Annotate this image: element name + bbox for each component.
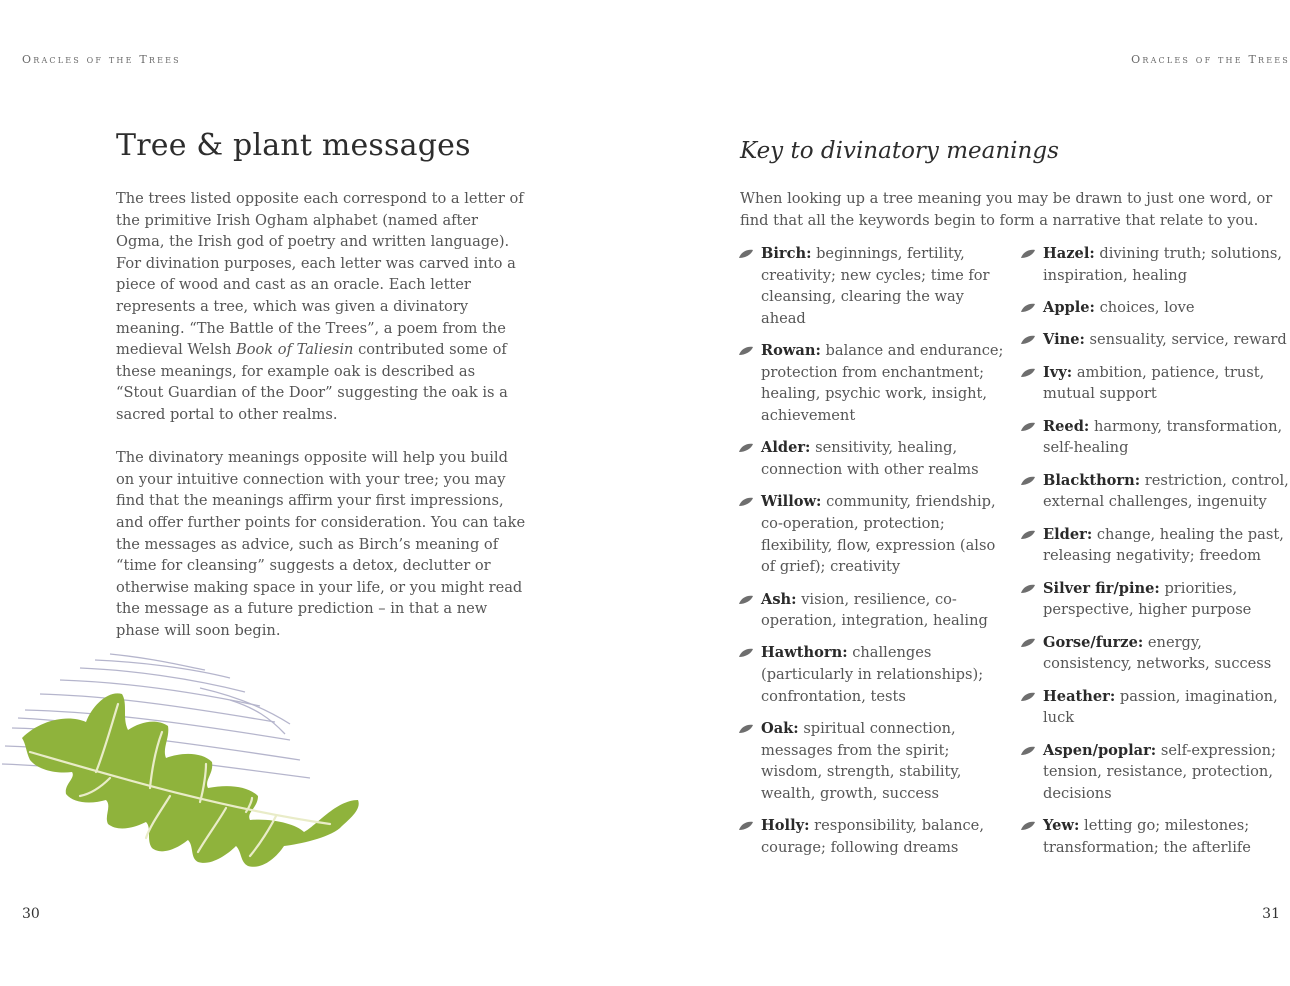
tree-meaning-entry (738, 815, 1010, 858)
leaf-bullet-icon (738, 497, 754, 507)
tree-meaning-entry (738, 491, 1010, 577)
leaf-bullet-icon (1020, 746, 1036, 756)
leaf-bullet-icon (738, 724, 754, 734)
tree-name: Hazel: (1043, 245, 1095, 262)
paragraph-1 (116, 188, 526, 426)
tree-meaning-entry (1020, 329, 1290, 351)
tree-meaning: sensitivity, healing, connection with other realms (761, 439, 979, 478)
tree-name: Willow: (761, 493, 822, 511)
tree-meaning: self-expression; tension, resistance, protection, decisions (1043, 741, 1277, 802)
leaf-bullet-icon (1020, 303, 1036, 313)
leaf-bullet-icon (1020, 584, 1036, 594)
tree-name: Rowan: (761, 342, 821, 360)
tree-meaning: harmony, transformation, self-healing (1043, 417, 1283, 457)
left-body-text (116, 188, 526, 663)
tree-name: Reed: (1043, 417, 1090, 435)
tree-name: Oak: (761, 720, 799, 738)
tree-name: Hawthorn: (761, 644, 848, 662)
tree-meaning: sensuality, service, reward (1089, 331, 1287, 349)
meanings-column-right (1020, 243, 1290, 869)
tree-meaning-entry (738, 340, 1010, 426)
leaf-bullet-icon (1020, 368, 1036, 378)
tree-meaning-entry (1020, 740, 1290, 805)
paragraph-1-start: The trees listed opposite each correspond to a letter of the primitive Irish Ogham alphabet (named after Ogma, the Irish god of poetry and written language). For divination purposes, each letter was carved into a piece of wood and cast as an oracle. Each letter represents a tree, which was given a divinatory meaning. “The Battle of the Trees”, a poem from the medieval Welsh (116, 190, 524, 359)
tree-meaning: priorities, perspective, higher purpose (1043, 579, 1252, 619)
tree-meaning: restriction, control, external challenges, ingenuity (1043, 471, 1289, 511)
tree-name: Alder: (761, 439, 811, 457)
tree-name: Aspen/poplar: (1043, 741, 1157, 759)
tree-name: Holly: (761, 817, 810, 835)
leaf-bullet-icon (738, 595, 754, 605)
tree-name: Yew: (1043, 817, 1080, 835)
tree-meaning-entry (1020, 416, 1290, 459)
tree-meaning-entry (1020, 297, 1290, 319)
tree-meaning-entry (1020, 470, 1290, 513)
meanings-column-left (738, 243, 1010, 869)
tree-name: Birch: (761, 245, 812, 262)
tree-meaning: beginnings, fertility, creativity; new cycles; time for cleansing, clearing the way ahead (761, 245, 990, 327)
leaf-bullet-icon (1020, 821, 1036, 831)
leaf-bullet-icon (738, 443, 754, 453)
leaf-bullet-icon (1020, 638, 1036, 648)
tree-meaning: choices, love (1099, 298, 1195, 316)
leaf-bullet-icon (1020, 422, 1036, 432)
leaf-bullet-icon (738, 249, 754, 259)
page-number-right: 31 (1262, 906, 1280, 922)
tree-meaning: responsibility, balance, courage; following dreams (761, 817, 984, 856)
tree-meaning: divining truth; solutions, inspiration, healing (1043, 245, 1283, 284)
key-intro-text: When looking up a tree meaning you may be drawn to just one word, or find that all the keywords begin to form a narrative that relate to you. (740, 190, 1273, 229)
tree-name: Blackthorn: (1043, 471, 1141, 489)
running-head-left: Oracles of the Trees (22, 53, 181, 66)
tree-meaning-entry (1020, 578, 1290, 621)
tree-meaning-entry (738, 243, 1010, 329)
running-head-right: Oracles of the Trees (1131, 53, 1290, 66)
leaf-bullet-icon (1020, 335, 1036, 345)
tree-meaning-entry (1020, 524, 1290, 567)
section-title: Key to divinatory meanings (740, 138, 1059, 164)
oak-leaf-illustration (0, 648, 370, 888)
tree-name: Gorse/furze: (1043, 633, 1144, 651)
tree-meaning-entry (1020, 243, 1290, 286)
leaf-bullet-icon (738, 648, 754, 658)
tree-name: Heather: (1043, 687, 1116, 705)
leaf-bullet-icon (1020, 249, 1036, 259)
page-title: Tree & plant messages (116, 128, 471, 163)
tree-meaning: vision, resilience, co-operation, integration, healing (761, 590, 988, 630)
tree-name: Apple: (1043, 298, 1095, 316)
leaf-bullet-icon (1020, 692, 1036, 702)
page-number-left: 30 (22, 906, 40, 922)
tree-name: Ivy: (1043, 363, 1073, 381)
paragraph-1-end: contributed some of these meanings, for example oak is described as “Stout Guardian of the Door” suggesting the oak is a sacred portal to other realms. (116, 341, 508, 423)
tree-meaning: letting go; milestones; transformation; the afterlife (1043, 817, 1251, 856)
tree-meaning: balance and endurance; protection from enchantment; healing, psychic work, insight, achievement (761, 342, 1004, 424)
tree-meaning-entry (738, 642, 1010, 707)
tree-name: Ash: (761, 590, 797, 608)
tree-meaning: energy, consistency, networks, success (1043, 633, 1272, 673)
leaf-bullet-icon (1020, 530, 1036, 540)
tree-meaning-entry (738, 437, 1010, 480)
tree-meaning: ambition, patience, trust, mutual support (1043, 363, 1265, 403)
tree-meaning: community, friendship, co-operation, protection; flexibility, flow, expression (also of grief); creativity (761, 493, 996, 576)
leaf-bullet-icon (738, 346, 754, 356)
tree-meaning-entry (738, 718, 1010, 804)
tree-meaning-entry (1020, 362, 1290, 405)
tree-name: Elder: (1043, 525, 1093, 543)
book-title: Book of Taliesin (236, 341, 354, 359)
tree-meaning: spiritual connection, messages from the spirit; wisdom, strength, stability, wealth, growth, success (761, 720, 962, 802)
tree-meaning-entry (1020, 632, 1290, 675)
tree-name: Silver fir/pine: (1043, 579, 1160, 597)
paragraph-2: The divinatory meanings opposite will help you build on your intuitive connection with your tree; you may find that the meanings affirm your first impressions, and offer further points for consideration. You can take the messages as advice, such as Birch’s meaning of “time for cleansing” suggests a detox, declutter or otherwise making space in your life, or you might read the message as a future prediction – in that a new phase will soon begin. (116, 449, 526, 639)
leaf-bullet-icon (738, 821, 754, 831)
tree-name: Vine: (1043, 331, 1085, 349)
leaf-bullet-icon (1020, 476, 1036, 486)
tree-meaning: passion, imagination, luck (1043, 687, 1278, 727)
tree-meaning: challenges (particularly in relationships); confrontation, tests (761, 644, 984, 705)
tree-meaning-entry (1020, 686, 1290, 729)
tree-meaning-entry (1020, 815, 1290, 858)
tree-meaning-entry (738, 589, 1010, 632)
tree-meaning: change, healing the past, releasing negativity; freedom (1043, 525, 1284, 565)
